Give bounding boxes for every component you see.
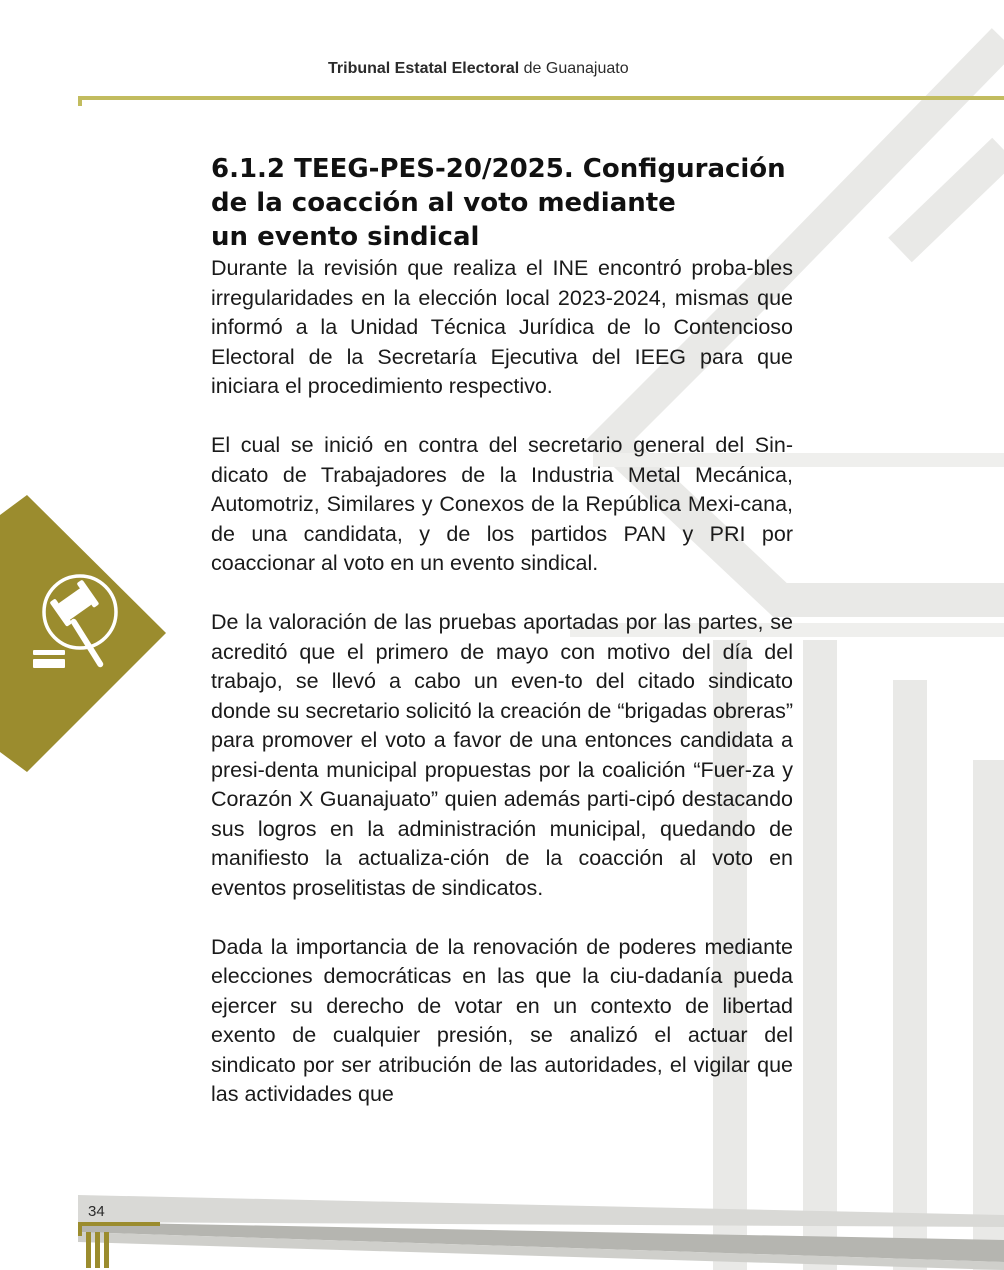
paragraph-4: Dada la importancia de la renovación de poderes mediante elecciones democráticas en las que la ciu-dadanía pueda ejercer su derecho de votar en un contexto de libertad exento de cualquier presión, se analizó el actuar del sindicato por ser atribución de las autoridades, el vigilar que las actividades que — [211, 934, 793, 1106]
footer-wedges — [78, 1195, 1004, 1270]
paragraph-1: Durante la revisión que realiza el INE encontró proba-bles irregularidades en la elección local 2023-2024, mismas que informó a la Unidad Técnica Jurídica de lo Contencioso Electoral de la Secretaría Ejecutiva del IEEG para que iniciara el procedimiento respectivo. — [211, 256, 793, 398]
section-title-line-3: un evento sindical — [211, 222, 480, 252]
page-number: 34 — [88, 1203, 105, 1220]
header-org-location: de Guanajuato — [523, 60, 629, 77]
section-title-line-2: de la coacción al voto mediante — [211, 188, 676, 218]
header-rule — [78, 96, 1004, 106]
paragraph-3: De la valoración de las pruebas aportadas por las partes, se acreditó que el primero de mayo con motivo del día del trabajo, se llevó a cabo un even-to del citado sindicato donde su secretario solicitó la creación de “brigadas obreras” para promover el voto a favor de una entonces candidata a presi-denta municipal propuestas por la coalición “Fuer-za y Corazón X Guanajuato” quien además parti-cipó destacando sus logros en la administración municipal, quedando de manifiesto la actualiza-ción de la coacción al voto en eventos proselitistas de sindicatos. — [211, 610, 794, 900]
section-title — [211, 152, 793, 254]
gavel-badge — [0, 495, 166, 772]
section-title-line-1: 6.1.2 TEEG-PES-20/2025. Configuración — [211, 154, 786, 184]
paragraph-2: El cual se inició en contra del secretario general del Sin-dicato de Trabajadores de la Industria Metal Mecánica, Automotriz, Similares y Conexos de la República Mexi-cana, de una candidata, y de los partidos PAN y PRI por coaccionar al voto en un evento sindical. — [211, 433, 793, 575]
main-content — [211, 152, 793, 1139]
header-org-name: Tribunal Estatal Electoral — [328, 60, 520, 77]
